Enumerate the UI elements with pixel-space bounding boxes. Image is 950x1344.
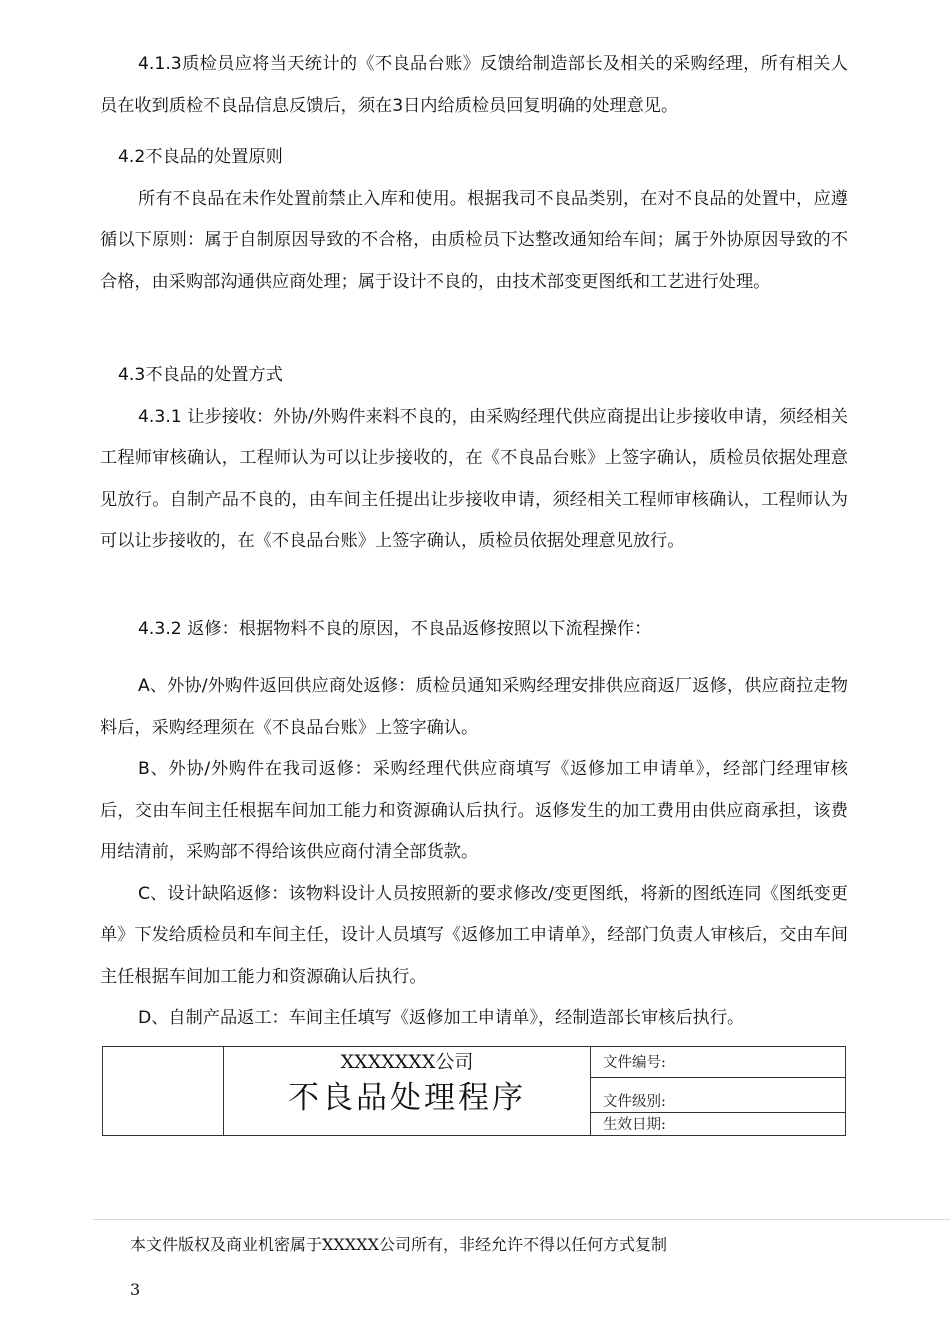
section-4-3-2 [100,609,848,651]
effective-date-label: 生效日期: [603,1117,666,1133]
paragraph-step-a: A、外协/外购件返回供应商处返修：质检员通知采购经理安排供应商返厂返修，供应商拉走物料后，采购经理须在《不良品台账》上签字确认。 [100,676,848,738]
footer-copyright: 本文件版权及商业机密属于XXXXX公司所有，非经允许不得以任何方式复制 [130,1235,667,1254]
heading-4-3: 4.3不良品的处置方式 [118,365,283,385]
paragraph-step-d: D、自制产品返工：车间主任填写《返修加工申请单》，经制造部长审核后执行。 [138,1008,745,1028]
paragraph-4-1-3: 4.1.3质检员应将当天统计的《不良品台账》反馈给制造部长及相关的采购经理，所有相关人员在收到质检不良品信息反馈后，须在3日内给质检员回复明确的处理意见。 [100,54,848,116]
title-cell [224,1047,591,1136]
doc-number-label: 文件编号: [603,1055,666,1071]
document-header-table [102,1046,846,1136]
paragraph-4-3-1: 4.3.1 让步接收：外协/外购件来料不良的，由采购经理代供应商提出让步接收申请，须经相关工程师审核确认，工程师认为可以让步接收的，在《不良品台账》上签字确认，质检员依据处理意见放行。自制产品不良的，由车间主任提出让步接收申请，须经相关工程师审核确认，工程师认为可以让步接收的，在《不良品台账》上签字确认，质检员依据处理意见放行。 [100,406,848,551]
document-title: 不良品处理程序 [288,1080,526,1116]
paragraph-4-2: 所有不良品在未作处置前禁止入库和使用。根据我司不良品类别，在对不良品的处置中，应遵循以下原则：属于自制原因导致的不合格，由质检员下达整改通知给车间；属于外协原因导致的不合格，由采购部沟通供应商处理；属于设计不良的，由技术部变更图纸和工艺进行处理。 [100,188,848,292]
doc-level-cell [591,1078,846,1113]
page-number: 3 [130,1280,141,1299]
footer-divider [93,1219,950,1220]
heading-4-2: 4.2不良品的处置原则 [118,147,283,167]
section-rework-steps [100,666,848,1040]
section-4-1-3 [100,44,848,127]
doc-number-cell [591,1047,846,1078]
section-4-2 [100,137,848,303]
company-name: XXXXXXX公司 [340,1051,474,1073]
paragraph-step-b: B、外协/外购件在我司返修：采购经理代供应商填写《返修加工申请单》，经部门经理审核后，交由车间主任根据车间加工能力和资源确认后执行。返修发生的加工费用由供应商承担，该费用结清前，采购部不得给该供应商付清全部货款。 [100,759,848,862]
paragraph-step-c: C、设计缺陷返修：该物料设计人员按照新的要求修改/变更图纸，将新的图纸连同《图纸变更单》下发给质检员和车间主任，设计人员填写《返修加工申请单》，经部门负责人审核后，交由车间主任根据车间加工能力和资源确认后执行。 [100,883,848,987]
effective-date-cell [591,1113,846,1136]
section-4-3 [100,355,848,563]
doc-level-label: 文件级别: [603,1094,666,1110]
logo-cell [103,1047,224,1136]
paragraph-4-3-2: 4.3.2 返修：根据物料不良的原因，不良品返修按照以下流程操作： [138,619,652,639]
